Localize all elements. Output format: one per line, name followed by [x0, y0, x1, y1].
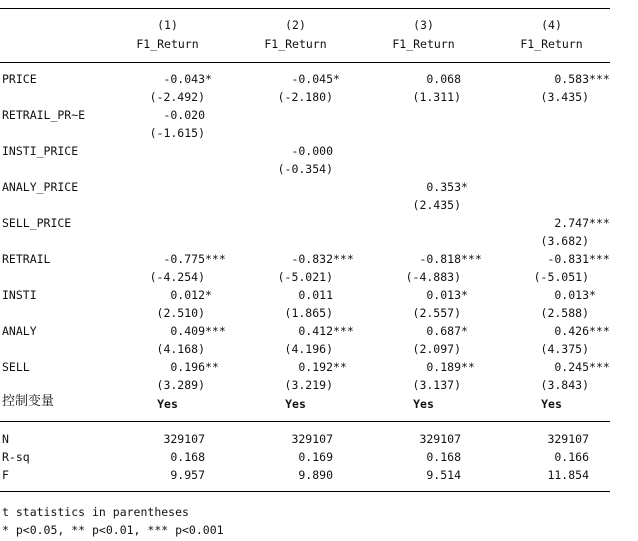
- controls-value: Yes: [285, 397, 306, 411]
- t-stat: (4.168): [156, 342, 205, 356]
- column-dependent-var: F1_Return: [264, 37, 327, 51]
- row-label: INSTI: [2, 288, 37, 302]
- t-stat: (-2.492): [149, 90, 205, 104]
- significance-stars: *: [205, 288, 212, 302]
- note-text: * p<0.05, ** p<0.01, *** p<0.001: [2, 523, 224, 537]
- t-stat: (4.375): [540, 342, 589, 356]
- row-label: SELL_PRICE: [2, 216, 72, 230]
- controls-value: Yes: [541, 397, 562, 411]
- coef-value: -0.000: [291, 144, 333, 158]
- t-stat: 329107: [291, 432, 333, 446]
- significance-stars: *: [205, 72, 212, 86]
- significance-stars: *: [461, 180, 468, 194]
- t-stat: (2.588): [540, 306, 589, 320]
- column-dependent-var: F1_Return: [136, 37, 199, 51]
- t-stat: (-5.051): [533, 270, 589, 284]
- significance-stars: ***: [589, 216, 610, 230]
- t-stat: 0.166: [554, 450, 589, 464]
- note-text: t statistics in parentheses: [2, 505, 189, 519]
- significance-stars: ***: [205, 252, 226, 266]
- significance-stars: *: [333, 72, 340, 86]
- t-stat: (4.196): [284, 342, 333, 356]
- column-dependent-var: F1_Return: [520, 37, 583, 51]
- row-label: PRICE: [2, 72, 37, 86]
- t-stat: 0.168: [170, 450, 205, 464]
- significance-stars: *: [461, 324, 468, 338]
- significance-stars: ***: [205, 324, 226, 338]
- column-number: (2): [285, 18, 306, 32]
- t-stat: (3.435): [540, 90, 589, 104]
- column-number: (3): [413, 18, 434, 32]
- coef-value: 0.583: [554, 72, 589, 86]
- coef-value: -0.020: [163, 108, 205, 122]
- significance-stars: *: [589, 288, 596, 302]
- bottom-rule: [0, 491, 610, 492]
- t-stat: (2.510): [156, 306, 205, 320]
- t-stat: (1.311): [412, 90, 461, 104]
- t-stat: (3.289): [156, 378, 205, 392]
- coef-value: 0.068: [426, 72, 461, 86]
- top-rule: [0, 8, 610, 9]
- t-stat: (2.435): [412, 198, 461, 212]
- t-stat: 9.514: [426, 468, 461, 482]
- coef-value: -0.775: [163, 252, 205, 266]
- column-number: (1): [157, 18, 178, 32]
- t-stat: 11.854: [547, 468, 589, 482]
- coef-value: 2.747: [554, 216, 589, 230]
- controls-value: Yes: [413, 397, 434, 411]
- t-stat: (-5.021): [277, 270, 333, 284]
- t-stat: 329107: [547, 432, 589, 446]
- significance-stars: ***: [461, 252, 482, 266]
- coef-value: 0.353: [426, 180, 461, 194]
- coef-value: 0.011: [298, 288, 333, 302]
- stat-label: N: [2, 432, 9, 446]
- coef-value: 0.426: [554, 324, 589, 338]
- coef-value: 0.409: [170, 324, 205, 338]
- row-label: INSTI_PRICE: [2, 144, 79, 158]
- coef-value: 0.189: [426, 360, 461, 374]
- coef-value: 0.196: [170, 360, 205, 374]
- header-rule: [0, 62, 610, 63]
- significance-stars: **: [333, 360, 347, 374]
- coef-value: -0.043: [163, 72, 205, 86]
- t-stat: (1.865): [284, 306, 333, 320]
- t-stat: (2.097): [412, 342, 461, 356]
- coef-value: -0.045: [291, 72, 333, 86]
- column-number: (4): [541, 18, 562, 32]
- controls-value: Yes: [157, 397, 178, 411]
- coef-value: -0.831: [547, 252, 589, 266]
- row-label: ANALY: [2, 324, 37, 338]
- t-stat: (3.137): [412, 378, 461, 392]
- significance-stars: ***: [589, 360, 610, 374]
- t-stat: (-4.883): [405, 270, 461, 284]
- stat-label: R-sq: [2, 450, 30, 464]
- row-label: RETRAIL_PR~E: [2, 108, 86, 122]
- coef-value: 0.012: [170, 288, 205, 302]
- significance-stars: **: [461, 360, 475, 374]
- t-stat: (3.682): [540, 234, 589, 248]
- t-stat: 329107: [163, 432, 205, 446]
- significance-stars: ***: [589, 324, 610, 338]
- t-stat: 0.168: [426, 450, 461, 464]
- stats-rule: [0, 421, 610, 422]
- significance-stars: **: [205, 360, 219, 374]
- t-stat: (-4.254): [149, 270, 205, 284]
- t-stat: 9.890: [298, 468, 333, 482]
- t-stat: (2.557): [412, 306, 461, 320]
- t-stat: (3.843): [540, 378, 589, 392]
- significance-stars: *: [461, 288, 468, 302]
- t-stat: 9.957: [170, 468, 205, 482]
- coef-value: 0.013: [426, 288, 461, 302]
- controls-label: 控制变量: [2, 394, 55, 409]
- t-stat: (-0.354): [277, 162, 333, 176]
- significance-stars: ***: [333, 324, 354, 338]
- t-stat: 0.169: [298, 450, 333, 464]
- coef-value: 0.687: [426, 324, 461, 338]
- row-label: SELL: [2, 360, 30, 374]
- t-stat: (-2.180): [277, 90, 333, 104]
- row-label: RETRAIL: [2, 252, 51, 266]
- coef-value: -0.818: [419, 252, 461, 266]
- significance-stars: ***: [333, 252, 354, 266]
- t-stat: (-1.615): [149, 126, 205, 140]
- coef-value: 0.013: [554, 288, 589, 302]
- coef-value: 0.245: [554, 360, 589, 374]
- coef-value: 0.192: [298, 360, 333, 374]
- column-dependent-var: F1_Return: [392, 37, 455, 51]
- coef-value: 0.412: [298, 324, 333, 338]
- coef-value: -0.832: [291, 252, 333, 266]
- stat-label: F: [2, 468, 9, 482]
- t-stat: 329107: [419, 432, 461, 446]
- significance-stars: ***: [589, 72, 610, 86]
- t-stat: (3.219): [284, 378, 333, 392]
- significance-stars: ***: [589, 252, 610, 266]
- row-label: ANALY_PRICE: [2, 180, 79, 194]
